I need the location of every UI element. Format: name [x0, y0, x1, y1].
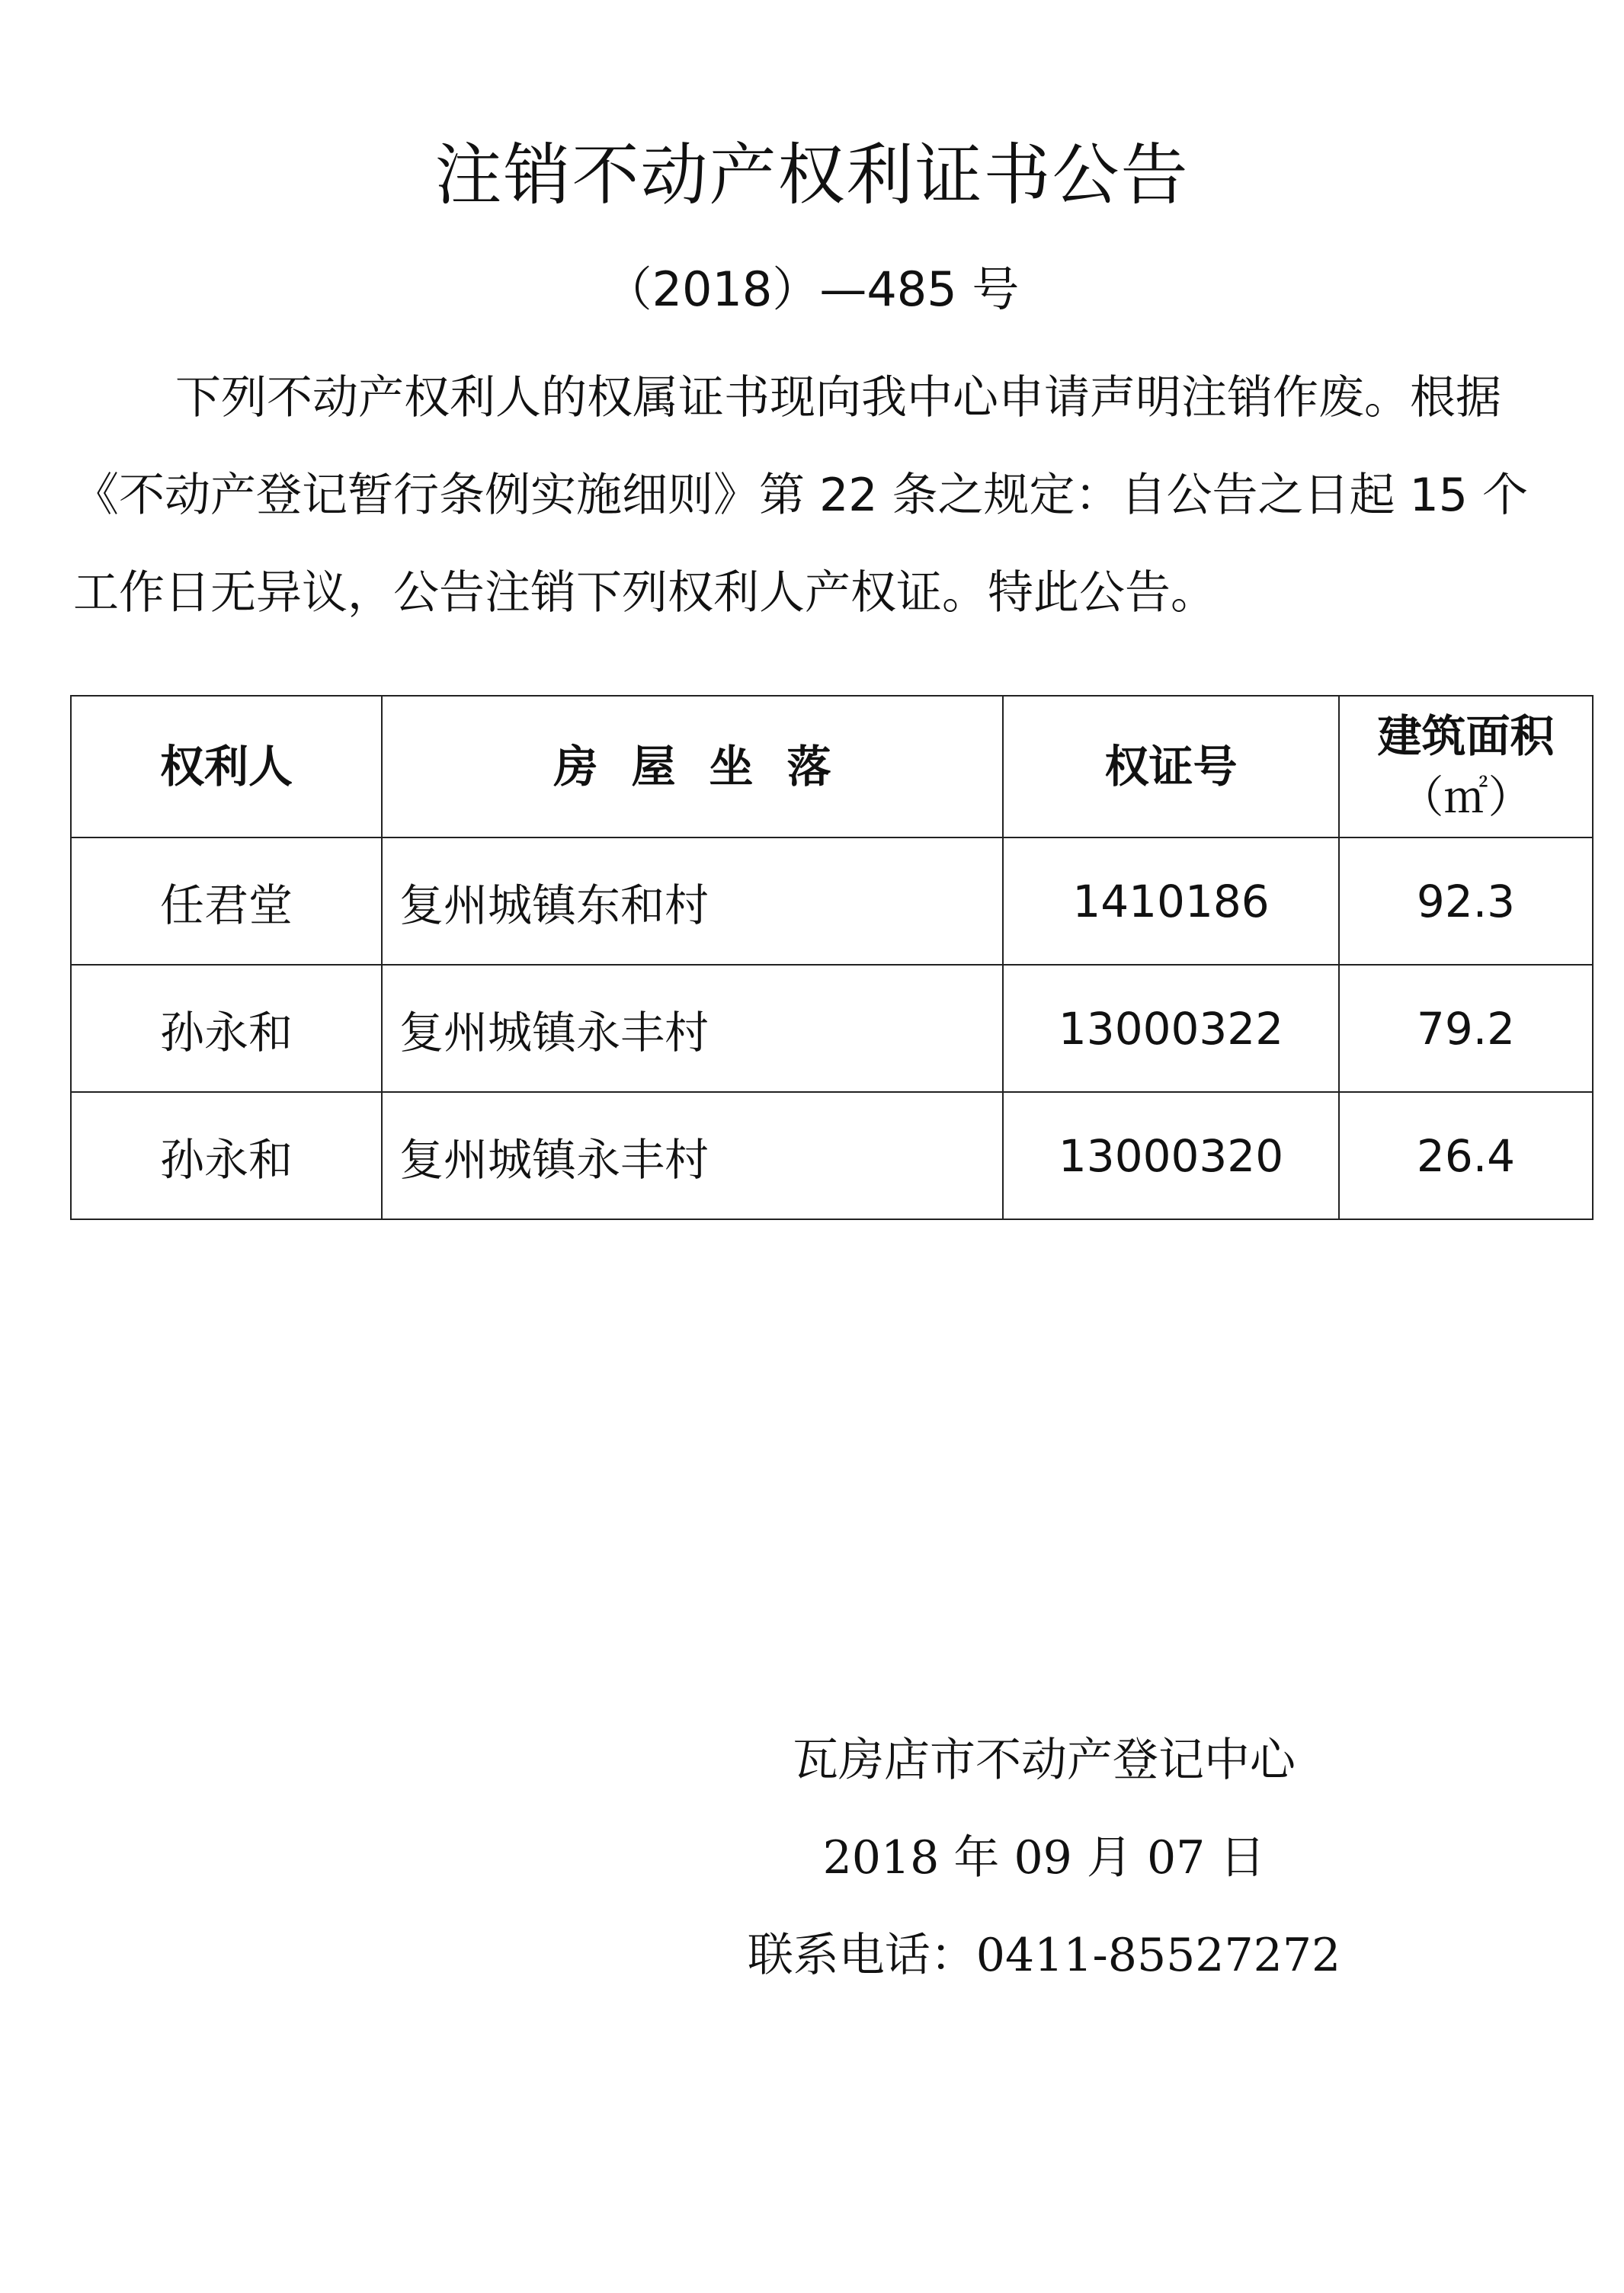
header-area-label: 建筑面积	[1377, 710, 1555, 762]
issue-date: 2018 年 09 月 07 日	[822, 1831, 1266, 1885]
cell-area: 26.4	[1339, 1092, 1593, 1219]
certificate-table	[70, 695, 1594, 1220]
table-row	[71, 1092, 1593, 1219]
header-area-unit: （㎡）	[1399, 771, 1533, 823]
notice-body: 下列不动产权利人的权属证书现向我中心申请声明注销作废。根据《不动产登记暂行条例实施细则》第 22 条之规定：自公告之日起 15 个工作日无异议，公告注销下列权利人产权证。特此公告。	[73, 371, 1528, 620]
header-area	[1339, 696, 1593, 837]
contact-phone: 联系电话：0411-85527272	[747, 1929, 1341, 1982]
document-number: （2018）—485 号	[604, 261, 1020, 317]
cell-location: 复州城镇东和村	[382, 837, 1003, 965]
header-location: 房屋坐落	[382, 696, 1003, 837]
notice-title: 注销不动产权利证书公告	[434, 136, 1190, 214]
cell-location: 复州城镇永丰村	[382, 965, 1003, 1092]
cell-owner: 任君堂	[71, 837, 382, 965]
issuing-organization: 瓦房店市不动产登记中心	[793, 1734, 1296, 1787]
header-owner: 权利人	[71, 696, 382, 837]
header-cert-no: 权证号	[1003, 696, 1339, 837]
cell-area: 92.3	[1339, 837, 1593, 965]
cell-area: 79.2	[1339, 965, 1593, 1092]
cell-location: 复州城镇永丰村	[382, 1092, 1003, 1219]
cell-owner: 孙永和	[71, 1092, 382, 1219]
table-row	[71, 965, 1593, 1092]
table-row	[71, 837, 1593, 965]
cell-cert-no: 13000320	[1003, 1092, 1339, 1219]
cell-cert-no: 13000322	[1003, 965, 1339, 1092]
cell-owner: 孙永和	[71, 965, 382, 1092]
table-header-row	[71, 696, 1593, 837]
cell-cert-no: 1410186	[1003, 837, 1339, 965]
